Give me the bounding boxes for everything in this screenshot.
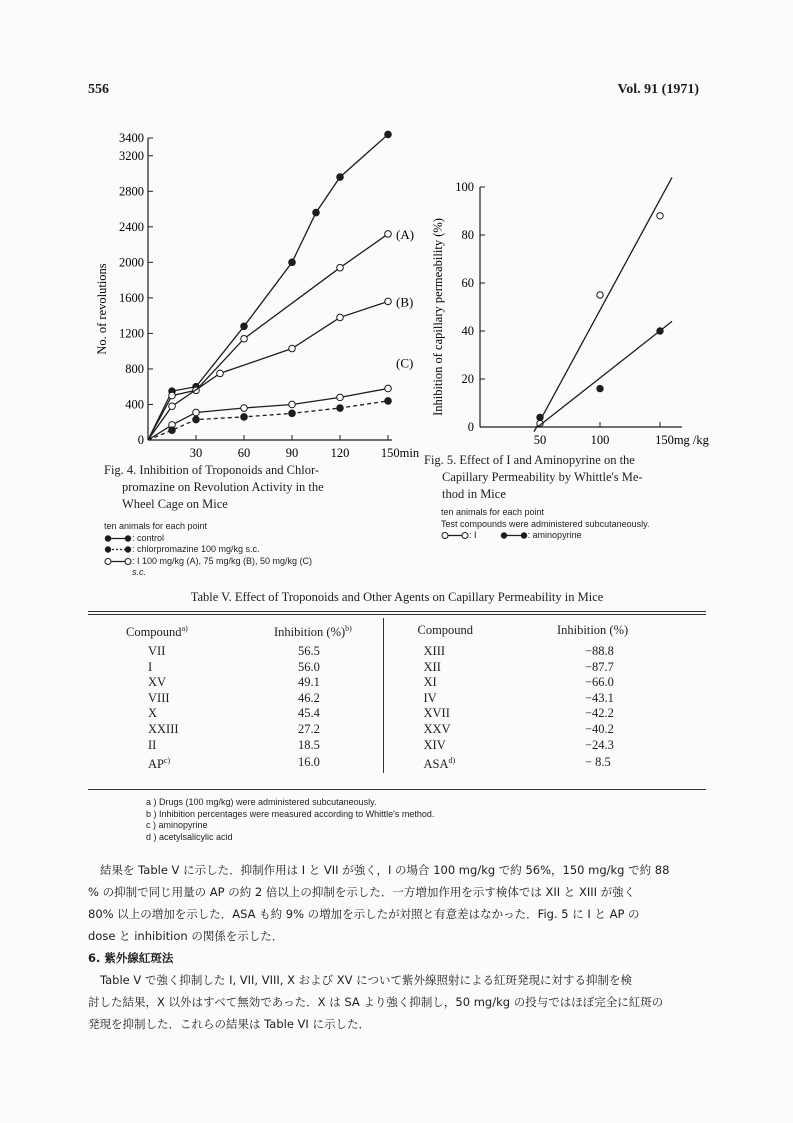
header-inhibition-2 xyxy=(523,618,706,644)
table-cell-value: 46.2 xyxy=(298,690,320,705)
table-cell-value: XXV xyxy=(423,721,451,736)
data-point xyxy=(385,398,392,405)
table-cell-value: −87.7 xyxy=(585,659,614,674)
table-cell xyxy=(383,722,523,738)
fig4-note: ten animals for each point xyxy=(104,521,208,531)
data-point xyxy=(241,414,248,421)
fig5-chart xyxy=(424,165,709,450)
x-tick-label: 100 xyxy=(590,433,610,447)
table-top-rule xyxy=(88,611,706,612)
table-cell-value: −88.8 xyxy=(585,644,614,658)
data-point xyxy=(385,298,392,305)
table-v xyxy=(88,618,706,773)
y-tick-label: 2400 xyxy=(119,219,144,234)
table-bottom-rule xyxy=(88,789,706,790)
x-tick-label: 150mg /kg xyxy=(655,433,709,447)
fit-line xyxy=(538,321,672,427)
fig4-legend-sc: s.c. xyxy=(132,567,147,577)
fig4-caption-line-1: Fig. 4. Inhibition of Troponoids and Chlor- xyxy=(104,463,320,477)
data-point xyxy=(337,264,344,271)
table-cell-value: −42.2 xyxy=(585,706,614,721)
table-cell-value: II xyxy=(148,737,157,752)
table-cell xyxy=(523,660,706,676)
fig5-legend xyxy=(441,530,649,542)
table-cell-value: AP xyxy=(148,757,164,772)
data-point xyxy=(537,414,543,420)
table-cell-value: − 8.5 xyxy=(585,755,611,770)
table-cell-value: XVII xyxy=(423,706,450,721)
table-cell xyxy=(523,753,706,773)
open-solid-legend-icon xyxy=(104,557,132,566)
table-cell xyxy=(523,675,706,691)
data-point xyxy=(169,392,176,399)
table-cell-value: −24.3 xyxy=(585,737,614,752)
table-cell-value: 49.1 xyxy=(298,675,320,690)
paragraph-2-line-2: 討した結果，X 以外はすべて無効であった．X は SA より強く抑制し，50 mg/kg の投与ではほぼ完全に紅斑の xyxy=(88,995,664,1009)
footnote-b: b ) Inhibition percentages were measured according to Whittle's method. xyxy=(146,808,435,819)
series-label: (B) xyxy=(396,294,414,310)
table-cell-value: I xyxy=(148,659,153,674)
table-cell xyxy=(238,660,383,676)
data-point xyxy=(385,385,392,392)
table-cell-value: 27.2 xyxy=(298,721,320,736)
header-compound-sup: a) xyxy=(181,624,188,634)
table-cell xyxy=(88,706,238,722)
header-inhibition xyxy=(238,618,383,644)
header-inhibition-text: Inhibition (%) xyxy=(274,625,346,640)
table-top-rule-2 xyxy=(88,614,706,615)
table-cell-value: XIII xyxy=(423,644,446,658)
table-cell xyxy=(383,691,523,707)
paragraph-1-line-4: dose と inhibition の関係を示した． xyxy=(88,929,284,943)
section-heading: 6. 紫外線紅斑法 xyxy=(88,951,174,965)
y-tick-label: 2800 xyxy=(119,184,144,199)
x-tick-label: 50 xyxy=(533,433,547,447)
x-tick-label: 90 xyxy=(285,446,299,460)
table-cell-value: IV xyxy=(423,690,437,705)
data-point xyxy=(289,401,296,408)
fig5-caption-line-1: Fig. 5. Effect of I and Aminopyrine on the xyxy=(424,453,635,467)
page-number: 556 xyxy=(88,82,109,97)
data-point xyxy=(657,328,663,334)
table-cell-value: XII xyxy=(423,659,441,674)
table-cell xyxy=(88,753,238,773)
open-solid-legend-icon xyxy=(441,531,469,540)
header-compound-text: Compound xyxy=(126,625,182,640)
data-point xyxy=(241,335,248,342)
paragraph-1-line-3: 80% 以上の増加を示した．ASA も約 9% の増加を示したが対照と有意差はなかった．Fig. 5 に I と AP の xyxy=(88,907,640,921)
table-cell xyxy=(238,738,383,754)
series-label: (C) xyxy=(396,355,414,371)
table-cell xyxy=(238,691,383,707)
table-cell xyxy=(238,675,383,691)
table-cell xyxy=(383,644,523,660)
table-cell xyxy=(383,675,523,691)
table-cell xyxy=(383,706,523,722)
table-cell xyxy=(238,706,383,722)
table-cell xyxy=(238,644,383,660)
table-cell-value: 56.5 xyxy=(298,644,320,658)
table-cell-value: −66.0 xyxy=(585,675,614,690)
y-tick-label: 3400 xyxy=(119,131,144,145)
table-row xyxy=(88,691,706,707)
table-cell-value: 18.5 xyxy=(298,737,320,752)
paragraph-2-line-3: 発現を抑制した．これらの結果は Table VI に示した． xyxy=(88,1017,370,1031)
fig4-caption-line-3: Wheel Cage on Mice xyxy=(122,497,228,511)
fig4-caption xyxy=(104,462,374,513)
table-cell xyxy=(88,691,238,707)
y-tick-label: 100 xyxy=(455,180,474,194)
table-cell xyxy=(88,675,238,691)
table-cell-value: VIII xyxy=(148,690,170,705)
y-axis-label: Inhibition of capillary permeability (%) xyxy=(431,218,445,416)
data-point xyxy=(337,394,344,401)
table-cell-value: 56.0 xyxy=(298,659,320,674)
table-row xyxy=(88,722,706,738)
paragraph-2-line-1: Table V で強く抑制した I, VII, VIII, X および XV について紫外線照射による紅斑発現に対する抑制を検 xyxy=(100,973,632,987)
x-tick-label: 30 xyxy=(189,446,203,460)
table-cell xyxy=(383,660,523,676)
table-row xyxy=(88,675,706,691)
table-header-row xyxy=(88,618,706,644)
y-tick-label: 20 xyxy=(461,372,474,386)
data-point xyxy=(337,405,344,412)
data-point xyxy=(597,385,603,391)
y-axis-label: No. of revolutions xyxy=(95,263,109,355)
series-line xyxy=(148,234,388,440)
table-cell-value: XXIII xyxy=(148,721,179,736)
y-tick-label: 60 xyxy=(461,276,474,290)
data-point xyxy=(313,209,320,216)
fit-line xyxy=(534,177,672,431)
table-title: Table V. Effect of Troponoids and Other Agents on Capillary Permeability in Mice xyxy=(190,590,604,604)
body-text xyxy=(88,859,718,1035)
table-footnotes xyxy=(146,797,434,843)
table-cell-value: X xyxy=(148,706,158,721)
y-tick-label: 0 xyxy=(137,433,144,447)
fig4-legend-chlorpromazine xyxy=(104,544,312,556)
table-cell xyxy=(523,691,706,707)
table-cell-value: −43.1 xyxy=(585,690,614,705)
y-tick-label: 400 xyxy=(125,397,144,412)
table-cell xyxy=(523,722,706,738)
data-point xyxy=(289,410,296,417)
data-point xyxy=(385,231,392,238)
table-cell-value: −40.2 xyxy=(585,721,614,736)
data-point xyxy=(193,416,200,423)
data-point xyxy=(337,314,344,321)
table-row xyxy=(88,706,706,722)
table-cell xyxy=(88,738,238,754)
footnote-c: c ) aminopyrine xyxy=(146,820,208,830)
y-tick-label: 1600 xyxy=(119,290,144,305)
data-point xyxy=(289,345,296,352)
x-tick-label: 120 xyxy=(330,446,350,460)
data-point xyxy=(241,405,248,412)
table-cell-value: ASA xyxy=(423,757,449,772)
table-cell xyxy=(383,738,523,754)
fig5-caption-line-3: thod in Mice xyxy=(442,487,506,501)
data-point xyxy=(385,131,392,138)
y-tick-label: 2000 xyxy=(119,255,144,270)
fig4-legend-control-label: : control xyxy=(132,532,165,543)
table-row xyxy=(88,753,706,773)
paragraph-1-line-1: 結果を Table V に示した．抑制作用は I と VII が強く，I の場合 100 mg/kg で約 56%，150 mg/kg で約 88 xyxy=(100,863,670,877)
x-tick-label: 60 xyxy=(237,446,251,460)
y-tick-label: 3200 xyxy=(119,148,144,163)
filled-solid-legend-icon xyxy=(104,534,132,543)
table-cell xyxy=(88,722,238,738)
y-tick-label: 80 xyxy=(461,228,474,242)
table-row xyxy=(88,738,706,754)
fig5-caption-line-2: Capillary Permeability by Whittle's Me- xyxy=(442,470,643,484)
table-row xyxy=(88,660,706,676)
table-cell-value: 45.4 xyxy=(298,706,320,721)
header-inhibition-2-text: Inhibition (%) xyxy=(557,623,629,638)
y-tick-label: 0 xyxy=(467,420,474,434)
y-tick-label: 800 xyxy=(125,361,144,376)
table-cell xyxy=(523,706,706,722)
fig4-caption-line-2: promazine on Revolution Activity in the xyxy=(122,480,324,494)
fig5-note-2: Test compounds were administered subcutaneously. xyxy=(441,518,650,529)
data-point xyxy=(193,409,200,416)
table-cell-value: XIV xyxy=(423,737,446,752)
data-point xyxy=(169,403,176,410)
fig5-notes xyxy=(441,507,649,542)
table-cell xyxy=(238,722,383,738)
table-cell xyxy=(383,753,523,773)
table-cell-value: 16.0 xyxy=(298,755,320,770)
series-line xyxy=(148,134,388,440)
series-line xyxy=(148,388,388,440)
fig4-legend-chlorpromazine-label: : chlorpromazine 100 mg/kg s.c. xyxy=(132,544,260,554)
table-cell-value: XI xyxy=(423,675,437,690)
data-point xyxy=(241,323,248,330)
table-cell-footnote-mark: c) xyxy=(163,756,171,766)
data-point xyxy=(657,213,663,219)
fig4-notes xyxy=(104,521,312,579)
table-cell xyxy=(523,644,706,660)
table-cell-value: XV xyxy=(148,675,167,690)
fig5-caption xyxy=(424,452,694,503)
table-cell-footnote-mark: d) xyxy=(448,756,456,766)
footnote-d: d ) acetylsalicylic acid xyxy=(146,831,233,842)
data-point xyxy=(217,370,224,377)
fig5-note-1: ten animals for each point xyxy=(441,507,545,517)
data-point xyxy=(597,292,603,298)
filled-solid-legend-icon xyxy=(500,531,528,540)
x-tick-label: 150min xyxy=(380,446,420,460)
table-cell xyxy=(88,660,238,676)
fig4-legend-control xyxy=(104,533,312,545)
table-cell xyxy=(238,753,383,773)
footnote-a: a ) Drugs (100 mg/kg) were administered subcutaneously. xyxy=(146,797,377,807)
paragraph-1-line-2: % の抑制で同じ用量の AP の約 2 倍以上の抑制を示した．一方増加作用を示す検体では XII と XIII が強く xyxy=(88,885,636,899)
journal-volume: Vol. 91 (1971) xyxy=(617,82,699,97)
series-label: (A) xyxy=(396,226,415,242)
table-cell-value: VII xyxy=(148,644,166,658)
header-inhibition-sup: b) xyxy=(345,624,352,634)
table-cell xyxy=(88,644,238,660)
table-row xyxy=(88,644,706,660)
fig4-legend-compound-i-label: : I 100 mg/kg (A), 75 mg/kg (B), 50 mg/kg (C) xyxy=(132,555,313,566)
fig4-chart xyxy=(80,125,420,460)
data-point xyxy=(169,427,176,434)
header-compound-2 xyxy=(383,618,523,644)
header-compound xyxy=(88,618,238,644)
fig5-legend-aminopyrine-label: : aminopyrine xyxy=(527,530,582,540)
data-point xyxy=(337,174,344,181)
table-cell xyxy=(523,738,706,754)
fig4-legend-compound-i xyxy=(104,556,312,568)
data-point xyxy=(289,259,296,266)
filled-dashed-legend-icon xyxy=(104,545,132,554)
header-compound-2-text: Compound xyxy=(417,623,474,638)
fig5-legend-i-label: : I xyxy=(469,530,477,540)
y-tick-label: 1200 xyxy=(119,326,144,341)
y-tick-label: 40 xyxy=(461,324,474,338)
